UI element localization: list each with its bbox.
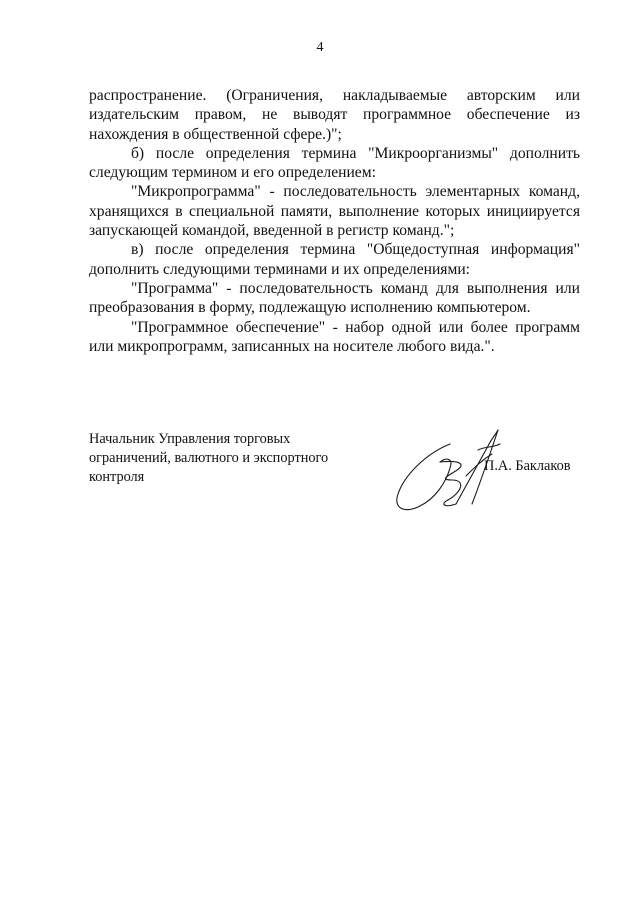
paragraph-software-definition: "Программное обеспечение" - набор одной или более программ или микропрограмм, записанных на носителе любого вида.". xyxy=(89,318,580,355)
paragraph-item-v: в) после определения термина "Общедоступная информация" дополнить следующими терминами и их определениями: xyxy=(89,241,580,278)
signer-name: П.А. Баклаков xyxy=(484,458,571,474)
paragraph-microprogram-definition: "Микропрограмма" - последовательность элементарных команд, хранящихся в специальной памяти, выполнение которых инициируется запускающей командой, введенной в регистр команд."; xyxy=(89,183,580,240)
paragraph-item-b: б) после определения термина "Микроорганизмы" дополнить следующим термином и его определением: xyxy=(89,144,580,182)
signer-position-line: контроля xyxy=(89,469,145,485)
page-number: 4 xyxy=(316,40,324,55)
signer-position-line: ограничений, валютного и экспортного xyxy=(89,450,329,466)
signer-position xyxy=(89,430,369,487)
document-body xyxy=(89,86,580,356)
paragraph-program-definition: "Программа" - последовательность команд для выполнения или преобразования в форму, подлежащую исполнению компьютером. xyxy=(89,279,580,317)
signer-position-line: Начальник Управления торговых xyxy=(89,431,291,447)
paragraph-continuation: распространение. (Ограничения, накладываемые авторским или издательским правом, не выводят программное обеспечение из нахождения в общественной сфере.)"; xyxy=(89,87,580,143)
